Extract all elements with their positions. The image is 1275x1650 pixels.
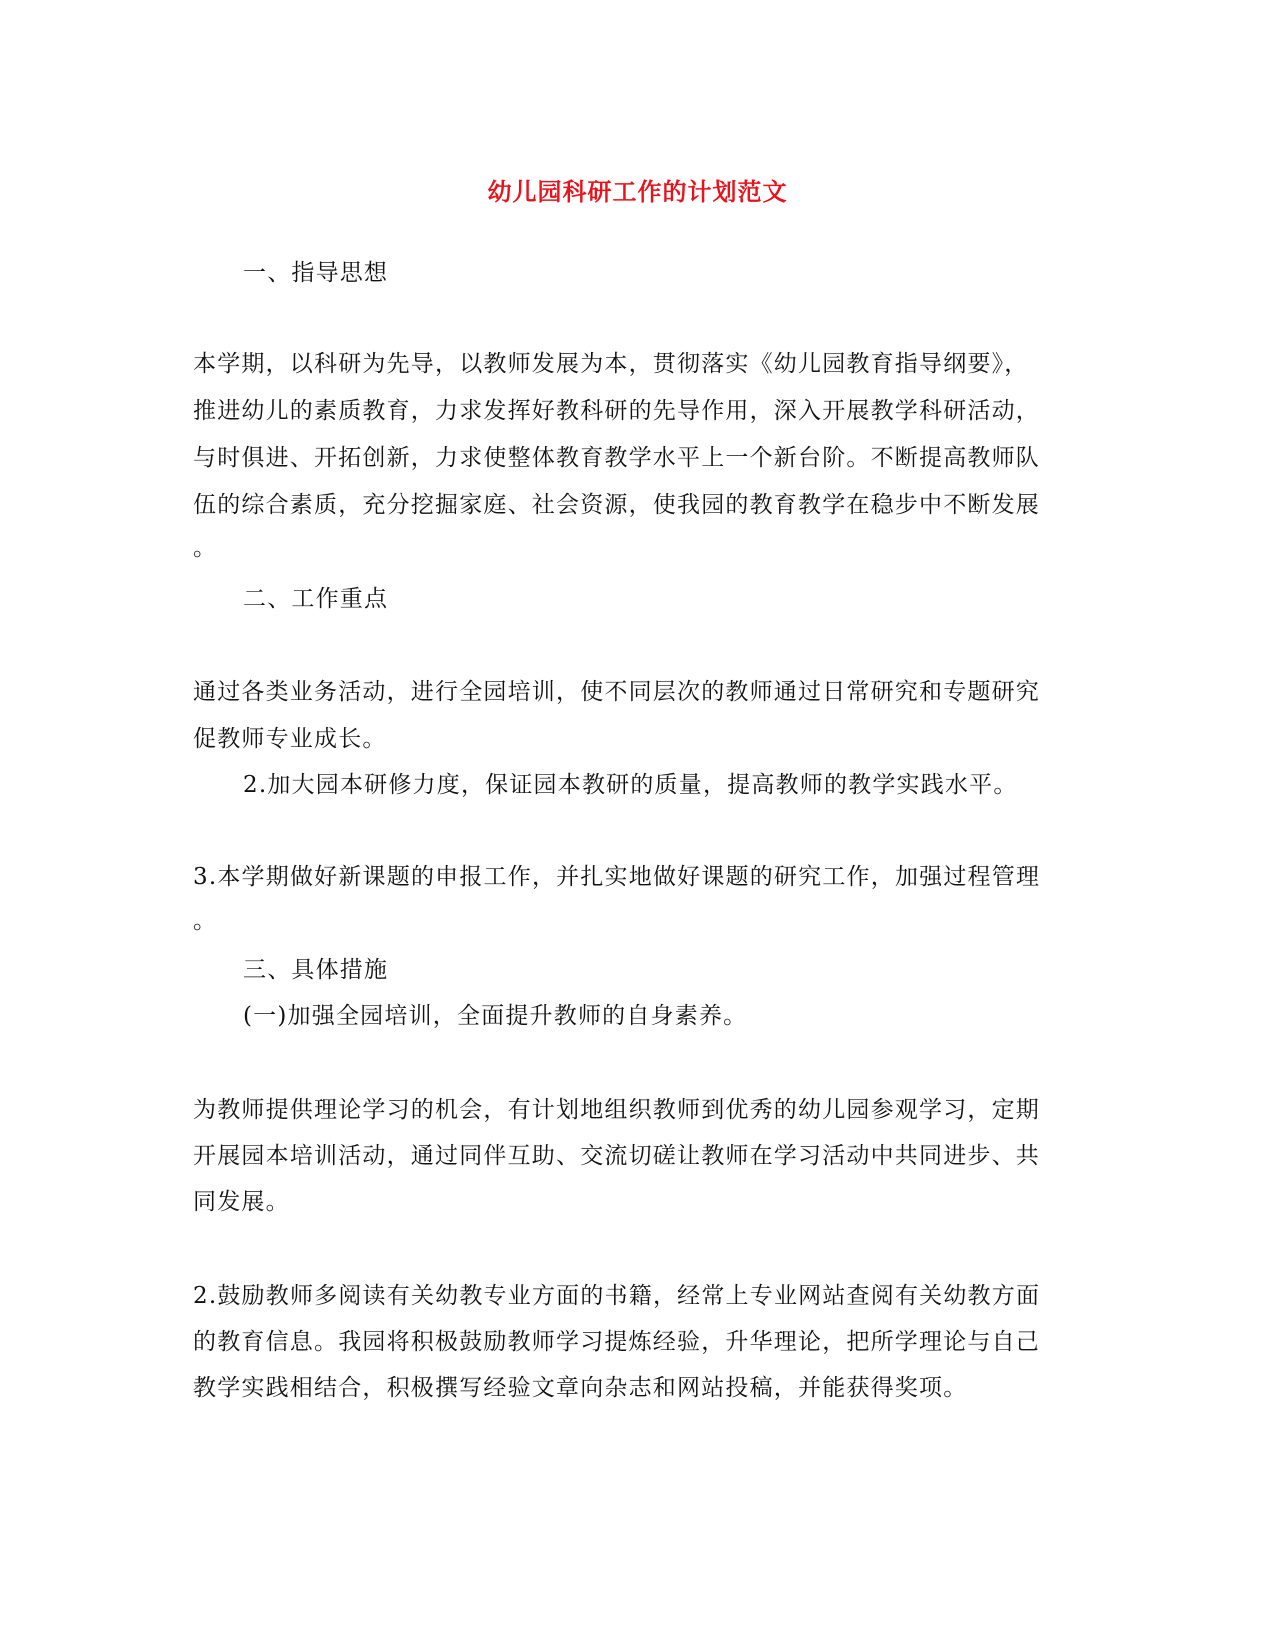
subsection-heading: (一)加强全园培训，全面提升教师的自身素养。 <box>243 1003 748 1029</box>
paragraph-line: 与时俱进、开拓创新，力求使整体教育教学水平上一个新台阶。不断提高教师队 <box>193 445 1040 471</box>
section-heading-1: 一、指导思想 <box>243 260 389 286</box>
paragraph-line: 。 <box>193 535 218 561</box>
paragraph-line: 2.鼓励教师多阅读有关幼教专业方面的书籍，经常上专业网站查阅有关幼教方面 <box>193 1283 1041 1309</box>
paragraph-line: 开展园本培训活动，通过同伴互助、交流切磋让教师在学习活动中共同进步、共 <box>193 1143 1040 1169</box>
paragraph-line: 伍的综合素质，充分挖掘家庭、社会资源，使我园的教育教学在稳步中不断发展 <box>193 492 1040 518</box>
paragraph-line: 为教师提供理论学习的机会，有计划地组织教师到优秀的幼儿园参观学习，定期 <box>193 1097 1040 1123</box>
paragraph-line: 2.加大园本研修力度，保证园本教研的质量，提高教师的教学实践水平。 <box>243 772 1018 798</box>
paragraph-line: 。 <box>193 908 218 934</box>
section-heading-2: 二、工作重点 <box>243 586 389 612</box>
section-heading-3: 三、具体措施 <box>243 957 389 983</box>
paragraph-line: 促教师专业成长。 <box>193 726 387 752</box>
paragraph-line: 3.本学期做好新课题的申报工作，并扎实地做好课题的研究工作，加强过程管理 <box>193 864 1041 890</box>
paragraph-line: 本学期，以科研为先导，以教师发展为本，贯彻落实《幼儿园教育指导纲要》， <box>193 351 1029 377</box>
paragraph-line: 的教育信息。我园将积极鼓励教师学习提炼经验，升华理论，把所学理论与自己 <box>193 1329 1040 1355</box>
paragraph-line: 教学实践相结合，积极撰写经验文章向杂志和网站投稿，并能获得奖项。 <box>193 1375 968 1401</box>
paragraph-line: 推进幼儿的素质教育，力求发挥好教科研的先导作用，深入开展教学科研活动， <box>193 398 1040 424</box>
paragraph-line: 同发展。 <box>193 1189 290 1215</box>
paragraph-line: 通过各类业务活动，进行全园培训，使不同层次的教师通过日常研究和专题研究 <box>193 679 1040 705</box>
document-title: 幼儿园科研工作的计划范文 <box>487 177 788 206</box>
